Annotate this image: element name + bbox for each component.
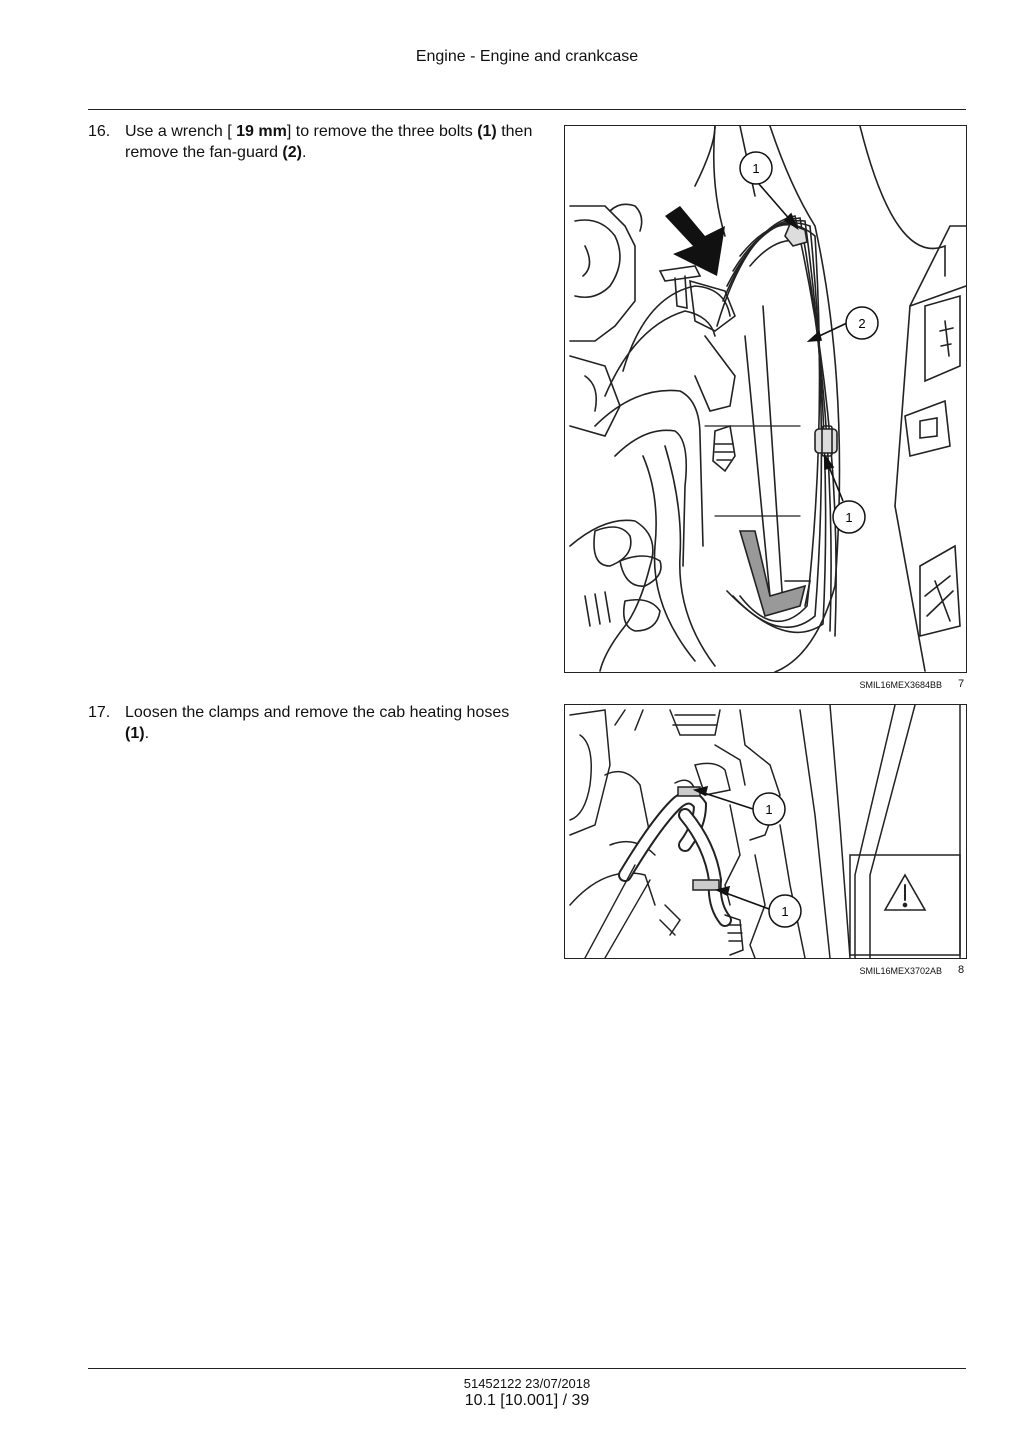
callout-1-bottom — [833, 501, 865, 533]
callout-label: 2 — [858, 316, 866, 331]
text-run: Use a wrench [ — [125, 123, 237, 140]
step-number: 17. — [88, 704, 111, 721]
fan-guard-illustration — [565, 126, 966, 672]
callout-label: 1 — [752, 161, 760, 176]
text-run-bold: (1) — [477, 123, 497, 140]
step-instruction — [125, 121, 535, 163]
footer-page-number: 10.1 [10.001] / 39 — [464, 1392, 590, 1409]
figure-code: SMIL16MEX3702AB — [859, 966, 942, 976]
figure-number: 8 — [958, 964, 965, 976]
figure-fan-guard — [564, 125, 967, 673]
figure-number: 7 — [958, 678, 965, 690]
step-instruction — [125, 702, 535, 744]
text-run: . — [301, 144, 307, 161]
callout-2 — [846, 307, 878, 339]
text-run-bold: (1) — [125, 725, 145, 742]
callout-1-lower — [769, 895, 801, 927]
footer-rule — [88, 1368, 966, 1369]
figure-code: SMIL16MEX3684BB — [859, 680, 942, 690]
callout-label: 1 — [781, 904, 789, 919]
footer-document-code: 51452122 23/07/2018 — [463, 1376, 591, 1391]
page-header-title: Engine - Engine and crankcase — [415, 48, 639, 65]
callout-label: 1 — [765, 802, 773, 817]
text-run-bold: (2) — [282, 144, 302, 161]
callout-1-upper — [753, 793, 785, 825]
header-rule — [88, 109, 966, 110]
text-run-bold: 19 mm — [236, 123, 287, 140]
text-run: ] to remove the three bolts — [286, 123, 478, 140]
text-run: then remove the fan-guard — [125, 123, 533, 161]
step-number: 16. — [88, 123, 111, 140]
text-run: Loosen the clamps and remove the cab heating hoses — [125, 704, 510, 721]
text-run: . — [144, 725, 150, 742]
callout-label: 1 — [845, 510, 853, 525]
callout-1-top — [740, 152, 772, 184]
heating-hoses-illustration — [565, 705, 966, 958]
figure-heating-hoses — [564, 704, 967, 959]
